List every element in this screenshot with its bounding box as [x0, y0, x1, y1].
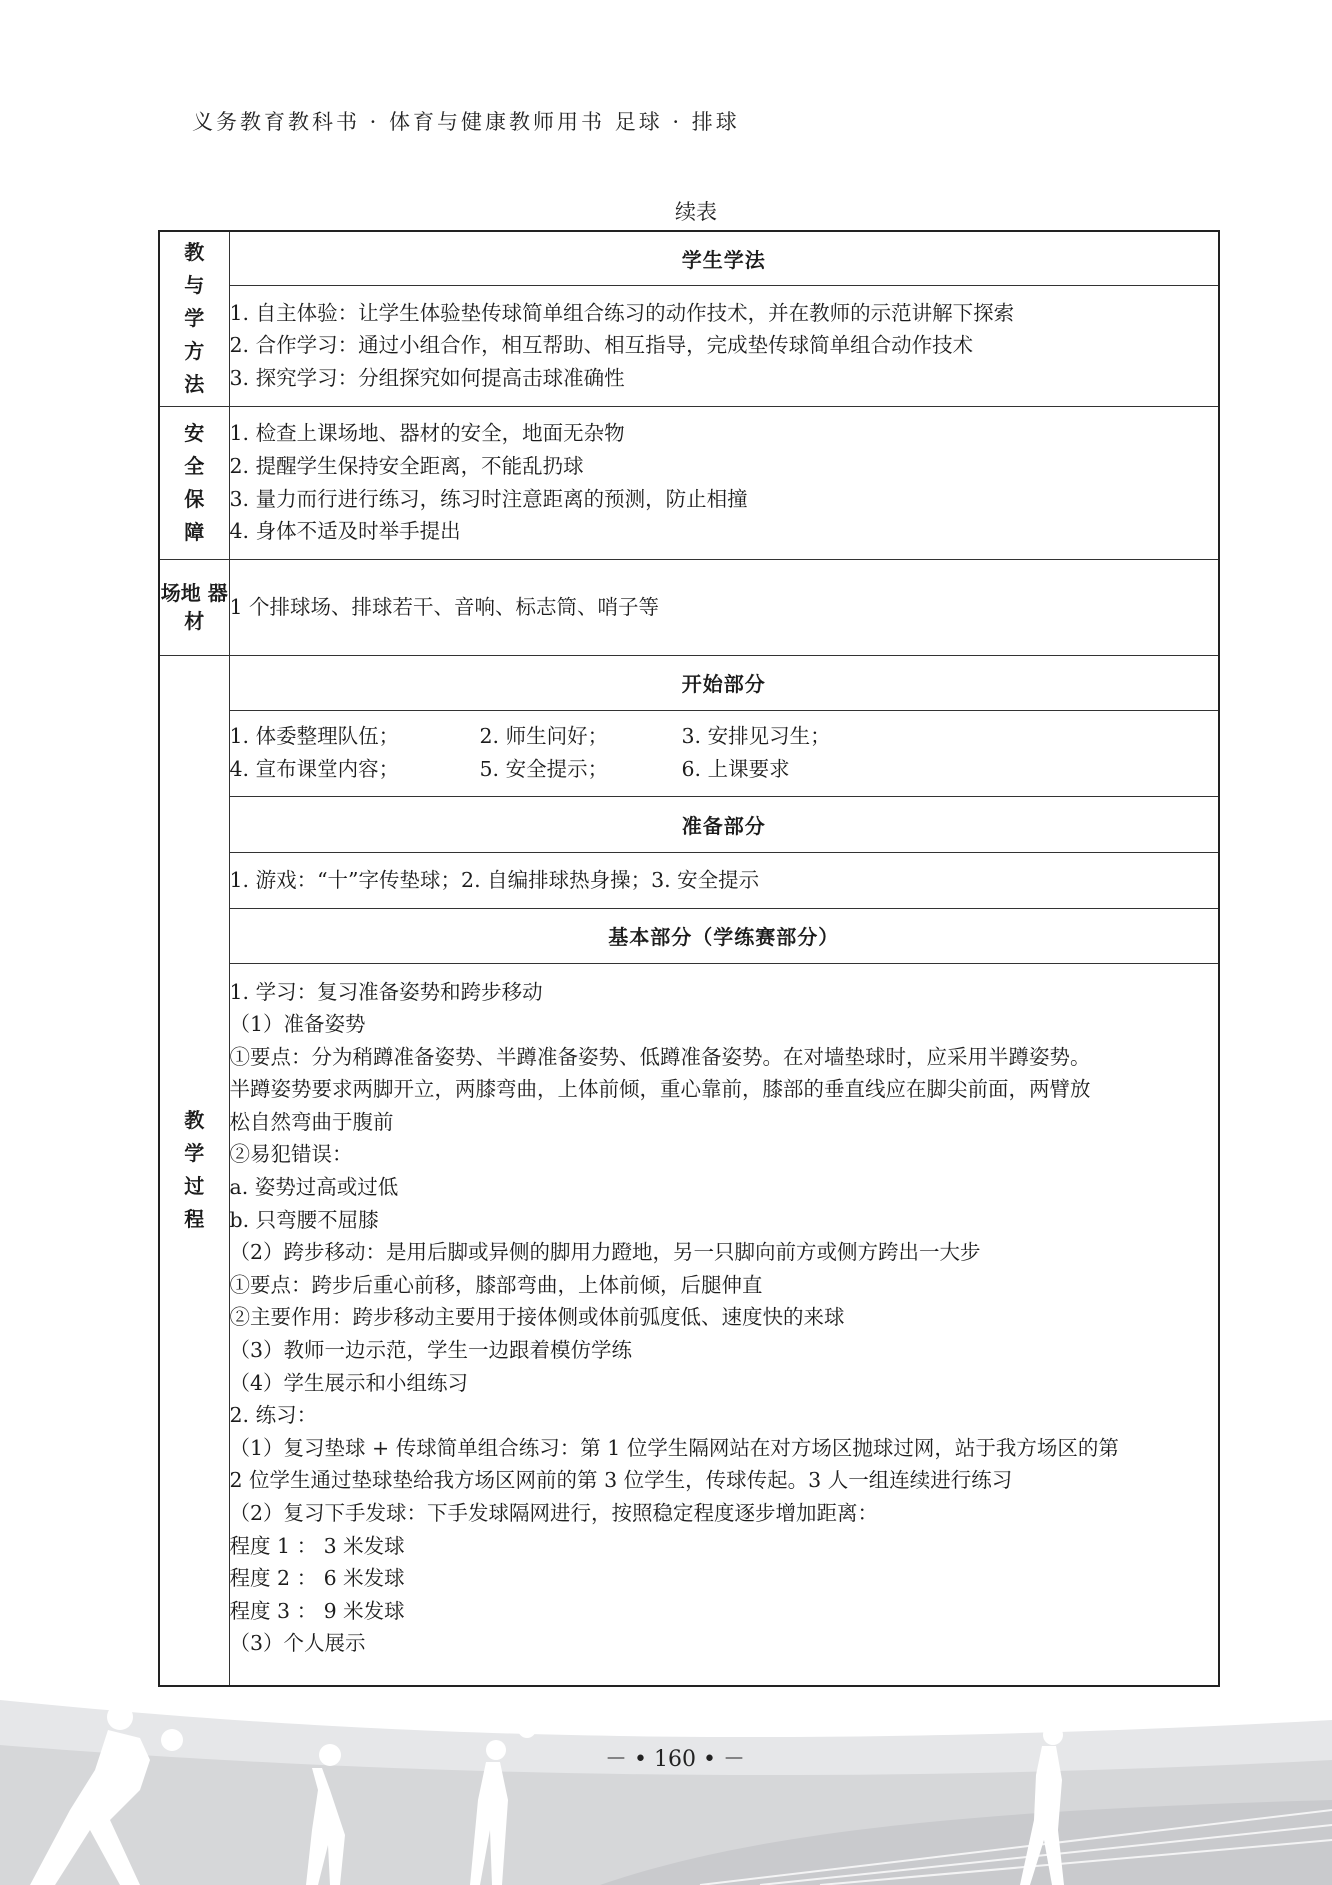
- basic-line: （4）学生展示和小组练习: [229, 1370, 469, 1395]
- basic-line: 程度 3 ： 9 米发球: [229, 1598, 405, 1623]
- basic-line: （1）准备姿势: [229, 1012, 366, 1037]
- methods-item: 2. 合作学习：通过小组合作，相互帮助、相互指导，完成垫传球简单组合动作技术: [229, 333, 974, 358]
- safety-item: 4. 身体不适及时举手提出: [229, 519, 461, 544]
- basic-heading: 基本部分（学练赛部分）: [229, 908, 1219, 963]
- basic-line: 程度 2 ： 6 米发球: [229, 1566, 405, 1591]
- basic-line: （1）复习垫球 + 传球简单组合练习：第 1 位学生隔网站在对方场区抛球过网，站于我方场区的第: [229, 1435, 1119, 1460]
- start-content: [229, 710, 1219, 796]
- basic-line: 2. 练习：: [229, 1403, 318, 1428]
- venue-side-label: 场地 器材: [159, 559, 229, 655]
- venue-content: 1 个排球场、排球若干、音响、标志筒、哨子等: [229, 559, 1219, 655]
- methods-content: [229, 285, 1219, 406]
- basic-line: （2）复习下手发球：下手发球隔网进行，按照稳定程度逐步增加距离：: [229, 1501, 879, 1525]
- page-number: － • 160 • －: [605, 1747, 745, 1772]
- running-header: 义务教育教科书 · 体育与健康教师用书 足球 · 排球: [192, 110, 740, 134]
- basic-line: 1. 学习：复习准备姿势和跨步移动: [229, 979, 543, 1004]
- lesson-plan-table: [158, 230, 1220, 1687]
- safety-item: 3. 量力而行进行练习，练习时注意距离的预测，防止相撞: [229, 486, 748, 511]
- basic-line: 2 位学生通过垫球垫给我方场区网前的第 3 位学生，传球传起。3 人一组连续进行练习: [229, 1468, 1013, 1493]
- start-heading: 开始部分: [229, 655, 1219, 710]
- prep-heading: 准备部分: [229, 796, 1219, 852]
- start-item: 5. 安全提示；: [479, 757, 609, 781]
- basic-line: ②易犯错误：: [229, 1142, 353, 1167]
- basic-line: （3）教师一边示范，学生一边跟着模仿学练: [229, 1338, 633, 1363]
- start-item: 1. 体委整理队伍；: [229, 724, 400, 749]
- methods-item: 1. 自主体验：让学生体验垫传球简单组合练习的动作技术，并在教师的示范讲解下探索: [229, 300, 1015, 325]
- basic-line: （2）跨步移动：是用后脚或异侧的脚用力蹬地，另一只脚向前方或侧方跨出一大步: [229, 1240, 981, 1265]
- safety-side-label: 安 全 保 障: [159, 406, 229, 559]
- table-caption: 续表: [675, 200, 717, 224]
- basic-line: （3）个人展示: [229, 1631, 366, 1656]
- start-item: 3. 安排见习生；: [681, 724, 831, 749]
- safety-content: [229, 406, 1219, 559]
- safety-item: 2. 提醒学生保持安全距离，不能乱扔球: [229, 453, 584, 478]
- start-item: 2. 师生问好；: [479, 724, 609, 749]
- basic-line: 半蹲姿势要求两脚开立，两膝弯曲，上体前倾，重心靠前，膝部的垂直线应在脚尖前面，两臂放: [229, 1077, 1091, 1102]
- basic-line: a. 姿势过高或过低: [229, 1175, 399, 1200]
- methods-side-label: 教 与 学 方 法: [159, 231, 229, 406]
- basic-line: ①要点：分为稍蹲准备姿势、半蹲准备姿势、低蹲准备姿势。在对墙垫球时，应采用半蹲姿势。: [229, 1044, 1091, 1069]
- basic-content: [229, 963, 1219, 1686]
- process-side-label: 教 学 过 程: [159, 655, 229, 1686]
- basic-line: 松自然弯曲于腹前: [229, 1109, 394, 1134]
- safety-item: 1. 检查上课场地、器材的安全，地面无杂物: [229, 421, 625, 446]
- start-item: 6. 上课要求: [681, 757, 790, 781]
- basic-line: ①要点：跨步后重心前移，膝部弯曲，上体前倾，后腿伸直: [229, 1272, 763, 1297]
- methods-heading: 学生学法: [229, 231, 1219, 285]
- prep-content: 1. 游戏：“十”字传垫球；2. 自编排球热身操；3. 安全提示: [229, 852, 1219, 908]
- methods-item: 3. 探究学习：分组探究如何提高击球准确性: [229, 365, 625, 390]
- basic-line: 程度 1 ： 3 米发球: [229, 1533, 405, 1558]
- basic-line: ②主要作用：跨步移动主要用于接体侧或体前弧度低、速度快的来球: [229, 1305, 845, 1330]
- start-item: 4. 宣布课堂内容；: [229, 757, 400, 781]
- basic-line: b. 只弯腰不屈膝: [229, 1207, 379, 1232]
